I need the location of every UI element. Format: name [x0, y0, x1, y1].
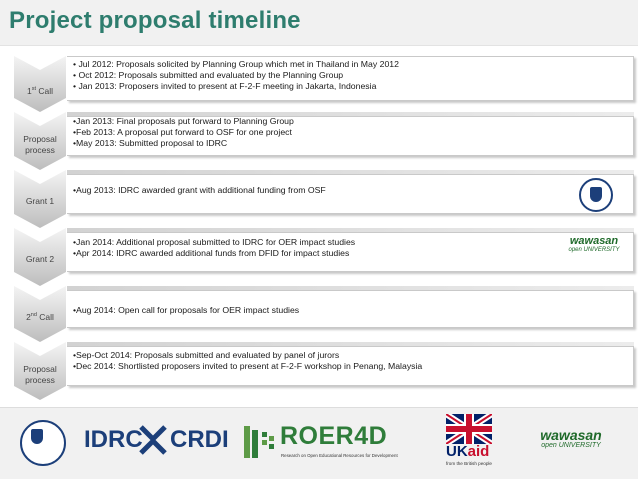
bullet-item: •Jan 2013: Final proposals put forward to Planning Group [73, 116, 294, 126]
timeline-step-1st-call [14, 56, 626, 112]
roer4d-tagline: Research on Open Educational Resources for Development [281, 453, 398, 458]
timeline-step-2nd-call [14, 286, 626, 342]
ukaid-logo-text: UKaid [446, 443, 490, 460]
idrc-cross-icon [137, 423, 169, 457]
bullet-item: • Oct 2012: Proposals submitted and evaluated by the Planning Group [73, 70, 344, 80]
step-label: 1st Call [26, 86, 54, 96]
step-label: Proposal process [23, 364, 57, 385]
bullet-item: •Sep-Oct 2014: Proposals submitted and evaluated by panel of jurors [73, 350, 340, 360]
step-label: 2nd Call [26, 312, 54, 322]
step-label: Grant 1 [25, 196, 55, 206]
idrc-logo-text: IDRC [84, 426, 143, 453]
bullet-item: •Jan 2014: Additional proposal submitted to IDRC for OER impact studies [73, 237, 356, 247]
roer4d-logo-text: ROER4D [280, 422, 388, 450]
partner-logo-bar [0, 407, 638, 479]
bullet-item: •Apr 2014: IDRC awarded additional funds from DFID for impact studies [73, 248, 350, 258]
step-bullets [73, 237, 355, 259]
bullet-item: •Aug 2014: Open call for proposals for OER impact studies [73, 305, 300, 315]
wou-logo: wawasan open UNIVERSITY [568, 235, 620, 253]
step-bullets [73, 350, 422, 372]
timeline-step-grant-2 [14, 228, 626, 286]
uct-seal-logo [579, 178, 613, 212]
roer4d-book-icon [240, 422, 280, 462]
step-bullets [73, 185, 326, 196]
title-bar [0, 0, 638, 46]
page-title: Project proposal timeline [9, 7, 301, 34]
wou-logo: wawasan open UNIVERSITY [540, 427, 602, 449]
timeline-step-proposal-process [14, 112, 626, 170]
bullet-item: •Aug 2013: IDRC awarded grant with additional funding from OSF [73, 185, 326, 195]
step-chevron [14, 56, 66, 112]
timeline-step-proposal-process-2 [14, 342, 626, 400]
bullet-item: • Jul 2012: Proposals solicited by Planning Group which met in Thailand in May 2012 [73, 59, 399, 69]
step-bullets [73, 305, 299, 316]
bullet-item: •Dec 2014: Shortlisted proposers invited to present at F-2-F workshop in Penang, Malaysia [73, 361, 423, 371]
bullet-item: • Jan 2013: Proposers invited to present at F-2-F meeting in Jakarta, Indonesia [73, 81, 377, 91]
bullet-item: •Feb 2013: A proposal put forward to OSF for one project [73, 127, 292, 137]
ukaid-tagline: from the British people [446, 461, 492, 466]
step-label: Grant 2 [25, 254, 55, 264]
bullet-item: •May 2013: Submitted proposal to IDRC [73, 138, 228, 148]
step-bullets [73, 59, 399, 92]
crdi-logo-text: CRDI [170, 426, 229, 453]
union-jack-flag-icon [446, 414, 492, 444]
step-label: Proposal process [23, 134, 57, 155]
timeline-step-grant-1 [14, 170, 626, 228]
uct-seal-logo [20, 420, 66, 466]
step-bullets [73, 116, 294, 149]
